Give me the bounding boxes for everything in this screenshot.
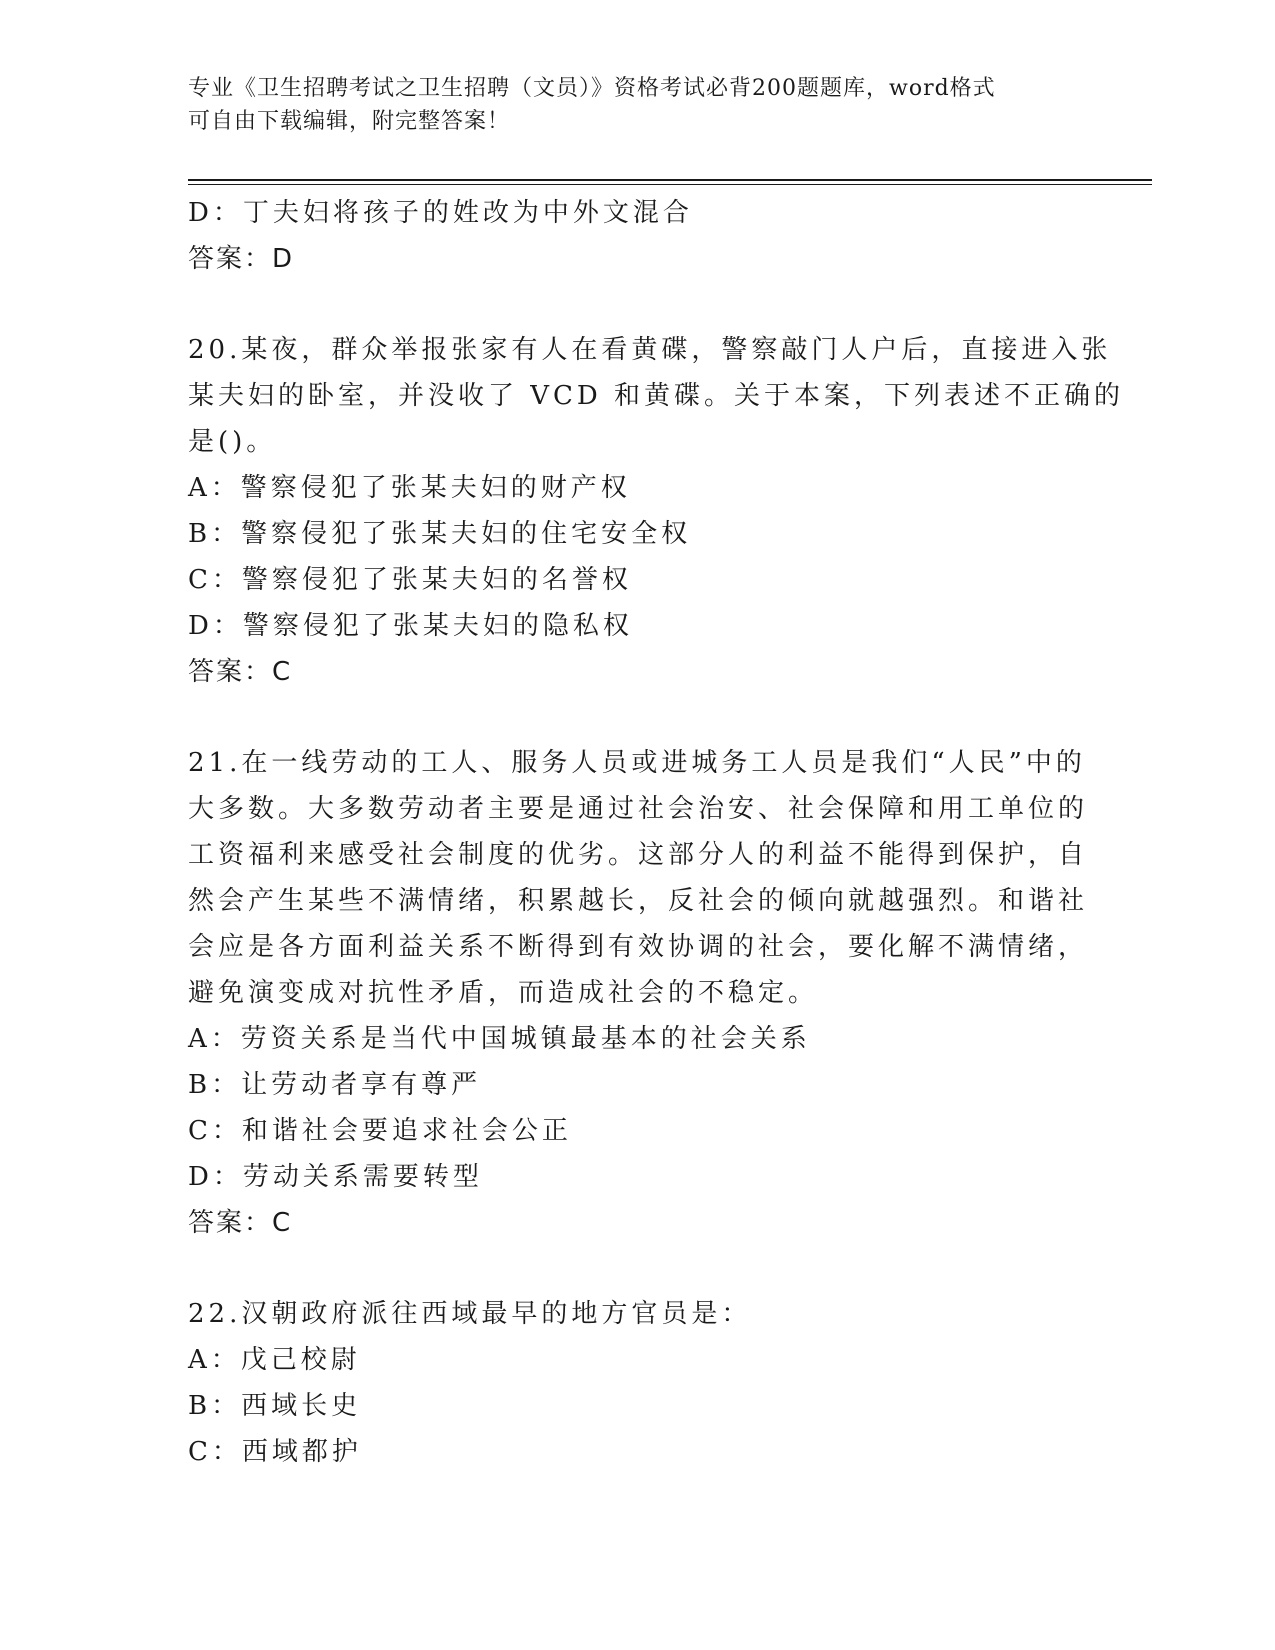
question-stem-line: 某夫妇的卧室，并没收了 VCD 和黄碟。关于本案，下列表述不正确的 [188, 381, 1125, 411]
question-content [188, 190, 1125, 1475]
option-b: B：西域长史 [188, 1391, 362, 1421]
question-21 [188, 740, 1088, 1246]
header-divider-thin [188, 184, 1152, 185]
question-stem-line: 工资福利来感受社会制度的优劣。这部分人的利益不能得到保护，自 [188, 840, 1089, 870]
header-divider-thick [188, 179, 1152, 181]
option-d: D：警察侵犯了张某夫妇的隐私权 [188, 611, 633, 641]
question-20 [188, 327, 1125, 695]
question-stem-line: 大多数。大多数劳动者主要是通过社会治安、社会保障和用工单位的 [188, 794, 1089, 824]
question-stem-line: 20.某夜，群众举报张家有人在看黄碟，警察敲门人户后，直接进入张 [188, 335, 1112, 365]
option-b: B：让劳动者享有尊严 [188, 1070, 482, 1100]
spacer [188, 1246, 1088, 1291]
option-c: C：警察侵犯了张某夫妇的名誉权 [188, 565, 632, 595]
question-stem-line: 21.在一线劳动的工人、服务人员或进城务工人员是我们“人民”中的 [188, 748, 1086, 778]
answer-line: 答案：C [188, 657, 293, 687]
question-stem-line: 22.汉朝政府派往西域最早的地方官员是： [188, 1299, 752, 1329]
header-line-1: 专业《卫生招聘考试之卫生招聘（文员）》资格考试必背200题题库，word格式 [188, 76, 996, 101]
option-a: A：戊己校尉 [188, 1345, 361, 1375]
option-d: D：劳动关系需要转型 [188, 1162, 483, 1192]
header-line-2: 可自由下载编辑，附完整答案！ [188, 109, 511, 134]
question-stem-line: 然会产生某些不满情绪，积累越长，反社会的倾向就越强烈。和谐社 [188, 886, 1089, 916]
question-22 [188, 1291, 1088, 1475]
option-c: C：和谐社会要追求社会公正 [188, 1116, 572, 1146]
question-stem-line: 避免演变成对抗性矛盾，而造成社会的不稳定。 [188, 978, 819, 1008]
option-a: A：警察侵犯了张某夫妇的财产权 [188, 473, 631, 503]
question-stem-line: 是()。 [188, 427, 277, 457]
option-c: C：西域都护 [188, 1437, 362, 1467]
previous-question [188, 190, 1088, 282]
document-header [188, 72, 1088, 138]
spacer [188, 695, 1088, 740]
option-b: B：警察侵犯了张某夫妇的住宅安全权 [188, 519, 692, 549]
option-a: A：劳资关系是当代中国城镇最基本的社会关系 [188, 1024, 811, 1054]
answer-line: 答案：C [188, 1208, 293, 1238]
spacer [188, 282, 1088, 327]
option-d: D：丁夫妇将孩子的姓改为中外文混合 [188, 198, 693, 228]
answer-line: 答案：D [188, 244, 295, 274]
question-stem-line: 会应是各方面利益关系不断得到有效协调的社会，要化解不满情绪， [188, 932, 1089, 962]
